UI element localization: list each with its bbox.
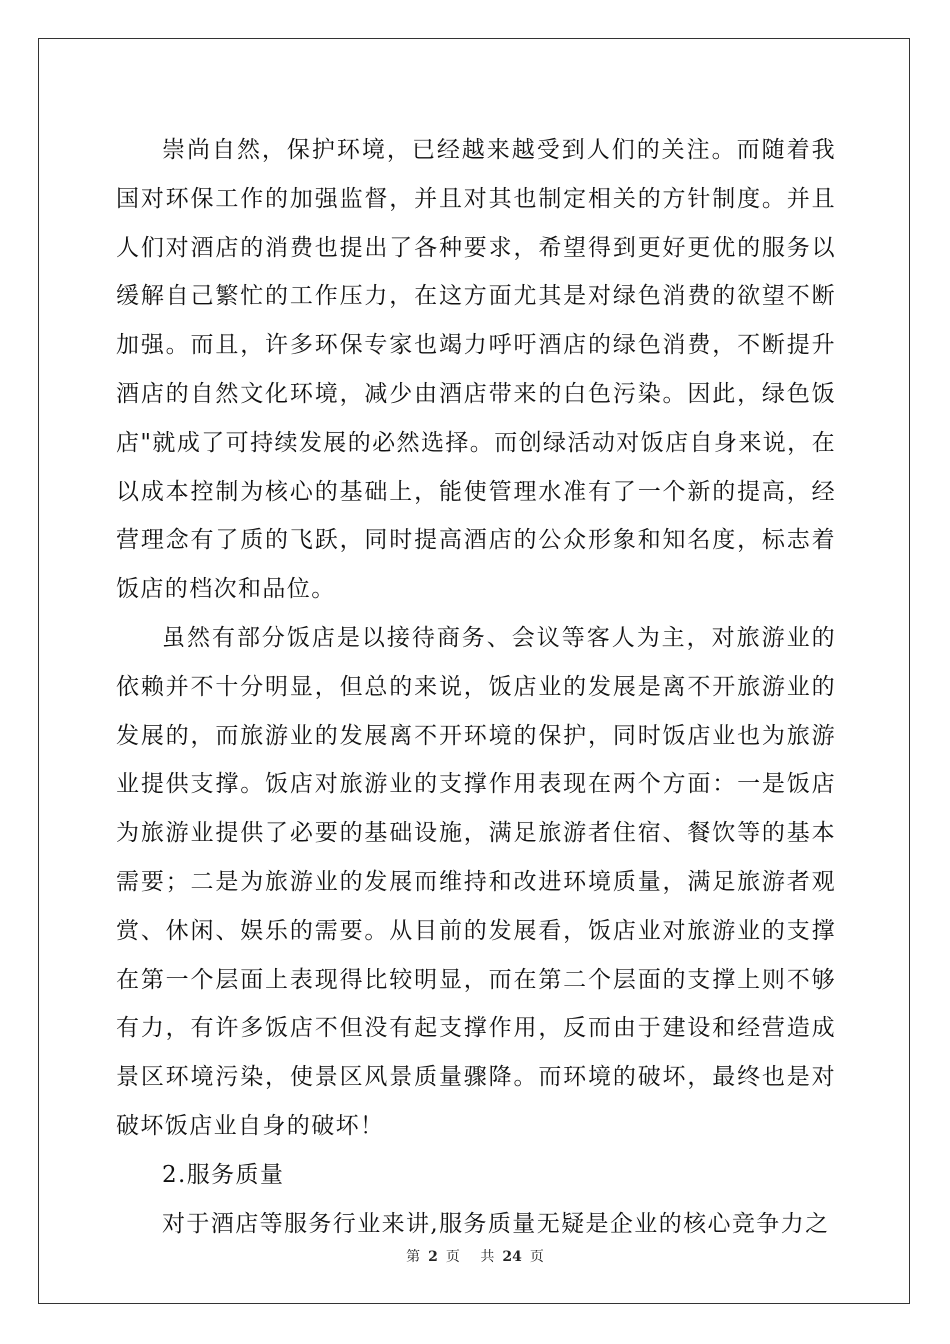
paragraph-service-quality: 对于酒店等服务行业来讲,服务质量无疑是企业的核心竞争力之: [162, 1210, 830, 1237]
document-body: [116, 126, 836, 1248]
paragraph-tourism-support: 虽然有部分饭店是以接待商务、会议等客人为主，对旅游业的依赖并不十分明显，但总的来说，饭店业的发展是离不开旅游业的发展的，而旅游业的发展离不开环境的保护，同时饭店业也为旅游业提供支撑。饭店对旅游业的支撑作用表现在两个方面：一是饭店为旅游业提供了必要的基础设施，满足旅游者住宿、餐饮等的基本需要；二是为旅游业的发展而维持和改进环境质量，满足旅游者观赏、休闲、娱乐的需要。从目前的发展看，饭店业对旅游业的支撑在第一个层面上表现得比较明显，而在第二个层面的支撑上则不够有力，有许多饭店不但没有起支撑作用，反而由于建设和经营造成景区环境污染，使景区风景质量骤降。而环境的破坏，最终也是对破坏饭店业自身的破坏！: [116, 624, 836, 1139]
page-total-count: 24: [502, 1249, 522, 1265]
total-suffix: 页: [529, 1249, 544, 1265]
page-suffix: 页: [445, 1249, 460, 1265]
total-prefix: 共: [480, 1249, 495, 1265]
paragraph-green-consumption: 崇尚自然，保护环境，已经越来越受到人们的关注。而随着我国对环保工作的加强监督，并且对其也制定相关的方针制度。并且人们对酒店的消费也提出了各种要求，希望得到更好更优的服务以缓解自己繁忙的工作压力，在这方面尤其是对绿色消费的欲望不断加强。而且，许多环保专家也竭力呼吁酒店的绿色消费，不断提升酒店的自然文化环境，减少由酒店带来的白色污染。因此，绿色饭店"就成了可持续发展的必然选择。而创绿活动对饭店自身来说，在以成本控制为核心的基础上，能使管理水准有了一个新的提高，经营理念有了质的飞跃，同时提高酒店的公众形象和知名度，标志着饭店的档次和品位。: [116, 137, 836, 603]
page-number: [402, 1249, 464, 1265]
page-footer: [0, 1246, 950, 1266]
section-heading-service-quality: 2.服务质量: [162, 1161, 285, 1188]
page-current: 2: [428, 1249, 438, 1265]
page-total: [476, 1249, 547, 1265]
page-prefix: 第: [406, 1249, 421, 1265]
